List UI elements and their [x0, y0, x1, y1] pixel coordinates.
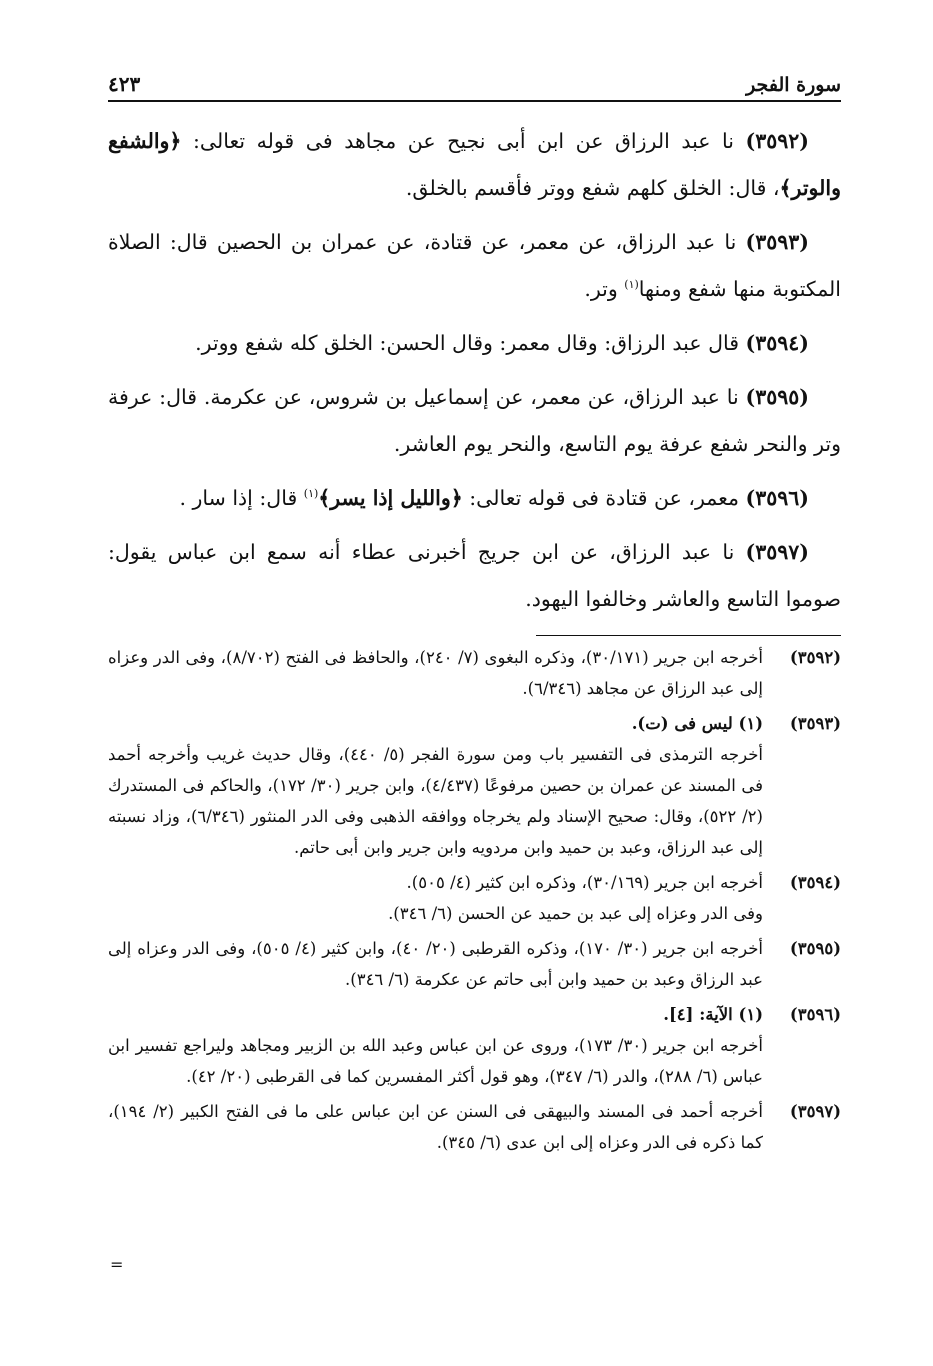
footnote-number: (٣٥٩٢) [789, 648, 841, 667]
footnote-text: أخرجه أحمد فى المسند والبيهقى فى السنن عن ابن عباس على ما فى الفتح الكبير (٢/ ١٩٤)، كما ذكره فى الدر وعزاه إلى ابن عدى (٦/ ٣٤٥). [108, 1102, 763, 1152]
hadith-text: قال: إذا سار . [179, 486, 304, 510]
hadith-text: ، قال: الخلق كلهم شفع ووتر فأقسم بالخلق. [405, 176, 780, 200]
footnote-head: (١) الآية: [٤]. [663, 1005, 763, 1024]
page-number: ٤٢٣ [108, 72, 141, 96]
hadith-entry [108, 219, 841, 313]
footnote [108, 867, 841, 929]
footnote-marker: (١) [303, 487, 319, 501]
main-text [108, 118, 841, 623]
footnote [108, 933, 841, 995]
footnote-marker: (١) [624, 278, 639, 292]
footnote-head: (١) ليس فى (ت). [631, 714, 763, 733]
footnote [108, 642, 841, 704]
footnote-number: (٣٥٩٤) [789, 873, 841, 892]
hadith-text: معمر، عن قتادة فى قوله تعالى: [462, 486, 746, 510]
footnote-number: (٣٥٩٦) [789, 1005, 841, 1024]
hadith-number: (٣٥٩٦) [745, 486, 809, 510]
hadith-number: (٣٥٩٢) [745, 129, 809, 153]
hadith-entry [108, 529, 841, 623]
surah-title: سورة الفجر [746, 74, 841, 96]
hadith-number: (٣٥٩٥) [745, 385, 809, 409]
hadith-entry [108, 374, 841, 468]
footnote-text: أخرجه ابن جرير (٣٠/١٦٩)، وذكره ابن كثير (٤/ ٥٠٥). [406, 873, 763, 892]
hadith-entry [108, 475, 841, 522]
quran-quote: ﴿والليل إذا يسر﴾ [318, 486, 463, 510]
hadith-text: نا عبد الرزاق، عن ابن جريج أخبرنى عطاء أنه سمع ابن عباس يقول: صوموا التاسع والعاشر وخالفوا اليهود. [108, 540, 841, 611]
footnote-text: أخرجه ابن جرير (٣٠/١٧١)، وذكره البغوى (٧/ ٢٤٠)، والحافظ فى الفتح (٨/٧٠٢)، وفى الدر وعزاه إلى عبد الرزاق عن مجاهد (٦/٣٤٦). [108, 648, 764, 698]
footnote-separator [536, 635, 841, 636]
hadith-text: وتر. [584, 277, 625, 301]
hadith-text: قال عبد الرزاق: وقال معمر: وقال الحسن: الخلق كله شفع ووتر. [195, 331, 746, 355]
footnote-text: أخرجه الترمذى فى التفسير باب ومن سورة الفجر (٥/ ٤٤٠)، وقال حديث غريب وأخرجه أحمد فى المسند عن عمران بن حصين مرفوعًا (٤/٤٣٧)، وابن جرير (٣٠/ ١٧٢)، والحاكم فى المستدرك (٢/ ٥٢٢)، وقال: صحيح الإسناد ولم يخرجاه ووافقه الذهبى وفى الدر المنثور (٦/٣٤٦)، وزاد نسبته إلى عبد الرزاق، وعبد بن حميد وابن مردويه وابن جرير وابن أبى حاتم. [108, 745, 764, 857]
hadith-number: (٣٥٩٤) [745, 331, 809, 355]
hadith-text: نا عبد الرزاق، عن معمر، عن قتادة، عن عمران بن الحصين قال: الصلاة المكتوبة منها شفع ومنها [108, 230, 841, 301]
footnote [108, 708, 841, 863]
page-header [108, 62, 841, 102]
footnote-text: وفى الدر وعزاه إلى عبد بن حميد عن الحسن (٦/ ٣٤٦). [388, 904, 763, 923]
quran-quote: ﴿والشفع والوتر﴾ [108, 129, 841, 200]
footnote [108, 999, 841, 1092]
footnote-number: (٣٥٩٣) [789, 714, 841, 733]
footnote [108, 1096, 841, 1158]
hadith-entry [108, 320, 841, 367]
footnote-text: أخرجه ابن جرير (٣٠/ ١٧٠)، وذكره القرطبى (٢٠/ ٤٠)، وابن كثير (٤/ ٥٠٥)، وفى الدر وعزاه إلى عبد الرزاق وعبد بن حميد وابن أبى حاتم عن عكرمة (٦/ ٣٤٦). [108, 939, 763, 989]
hadith-number: (٣٥٩٣) [745, 230, 809, 254]
continuation-mark: = [110, 1255, 124, 1274]
footnotes [108, 642, 841, 1158]
footnote-number: (٣٥٩٧) [789, 1102, 841, 1121]
hadith-number: (٣٥٩٧) [745, 540, 809, 564]
footnote-number: (٣٥٩٥) [789, 939, 841, 958]
hadith-text: نا عبد الرزاق، عن معمر، عن إسماعيل بن شروس، عن عكرمة. قال: عرفة وتر والنحر شفع عرفة يوم التاسع، والنحر يوم العاشر. [108, 385, 841, 456]
hadith-text: نا عبد الرزاق عن ابن أبى نجيح عن مجاهد فى قوله تعالى: [181, 129, 746, 153]
footnote-text: أخرجه ابن جرير (٣٠/ ١٧٣)، وروى عن ابن عباس وعبد الله بن الزبير ومجاهد وليراجع تفسير ابن عباس (٦/ ٢٨٨)، والدر (٦/ ٣٤٧)، وهو قول أكثر المفسرين كما فى القرطبى (٢٠/ ٤٢). [108, 1036, 764, 1086]
hadith-entry [108, 118, 841, 212]
